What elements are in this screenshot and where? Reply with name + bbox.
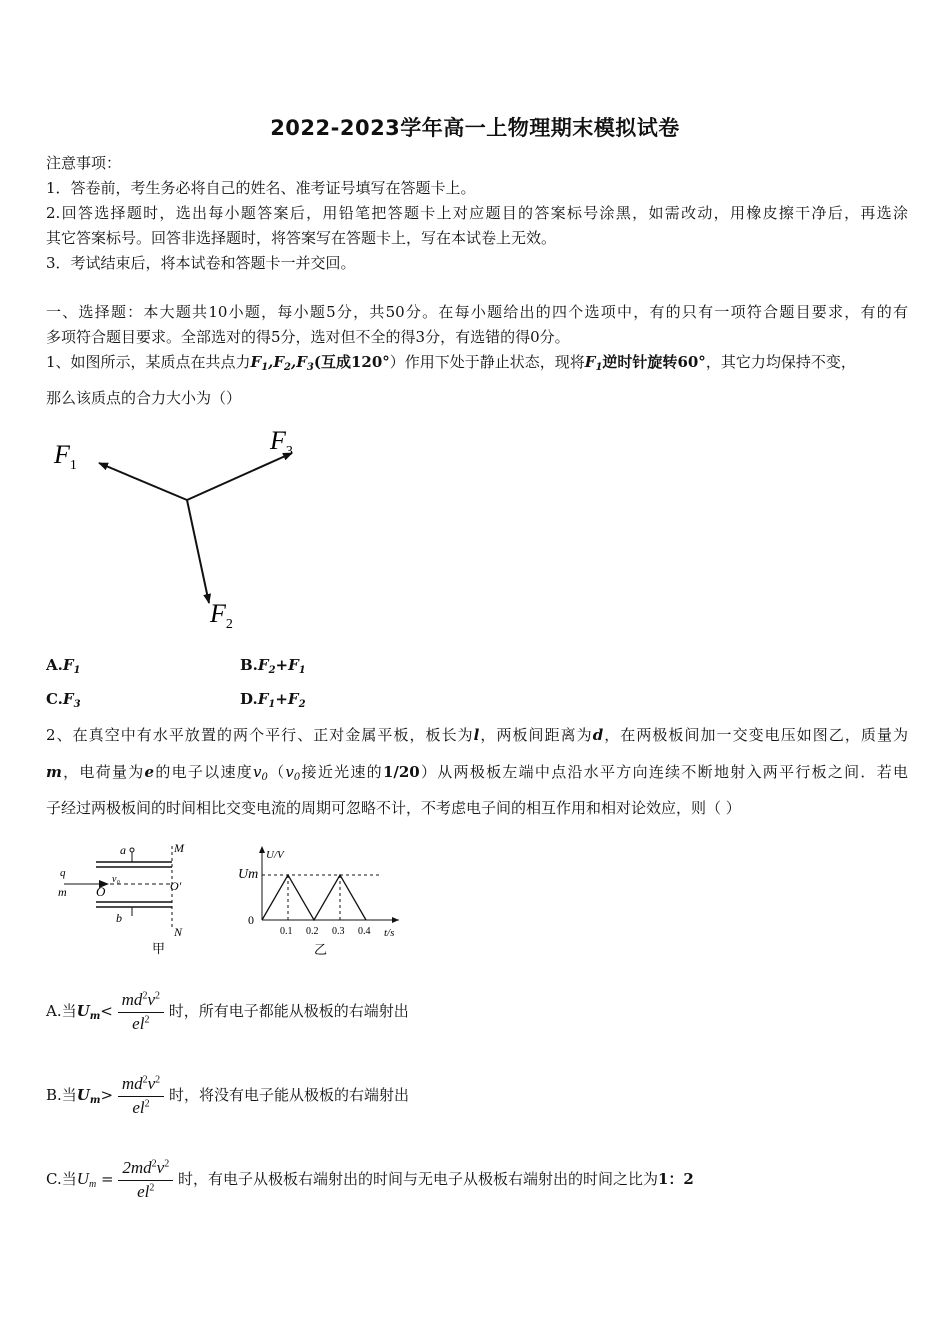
x-tick-label: 0.2 [306, 926, 319, 937]
q2-option-c-fraction: $\frac{2md^2v^2}{el^2}$ [118, 1158, 173, 1202]
x-axis-arrowhead [392, 917, 399, 923]
force-f1-arrow [99, 463, 187, 500]
point-o2-label: O' [170, 879, 182, 893]
notice-item-1: 1．答卷前，考生务必将自己的姓名、准考证号填写在答题卡上。 [46, 179, 476, 197]
charge-q-label: q [60, 867, 66, 879]
point-o-label: O [96, 884, 106, 899]
q1-text-e: ，其它力均保持不变， [705, 353, 856, 371]
q1-stem-line-2: 那么该质点的合力大小为（） [46, 389, 242, 407]
voltage-series-line [262, 875, 366, 920]
q2-stem-line-2: m，电荷量为e的电子以速度$v_0(v_0$接近光速的1/20）从两极板左端中点沿水平方向连续不断地射入两平行板之间．若电 [46, 763, 908, 783]
q1-option-c[interactable]: $C.F_3$ [46, 690, 81, 710]
q2-option-a-fraction: $\frac{md^2v^2}{el^2}$ [118, 990, 164, 1034]
x-tick-label: 0.1 [280, 926, 293, 937]
q1-option-a[interactable]: $A.F_1$ [46, 656, 81, 676]
velocity-label: v₀ [112, 874, 120, 885]
force-diagram [40, 415, 293, 635]
q1-text-a: 1、如图所示，某质点在共点力 [46, 353, 251, 371]
page-title: 2022-2023学年高一上物理期末模拟试卷 [270, 116, 680, 140]
y-tick-zero: 0 [248, 913, 254, 927]
figure-jia-caption: 甲 [152, 941, 166, 956]
q1-text-b: (互成 [313, 353, 351, 371]
x-tick-label: 0.3 [332, 926, 345, 937]
figure-yi-caption: 乙 [314, 942, 328, 957]
q2-option-b-fraction: $\frac{md^2v^2}{el^2}$ [118, 1074, 164, 1118]
x-tick-label: 0.4 [358, 926, 371, 937]
mass-m-label: m [58, 885, 67, 899]
q1-option-b[interactable]: $B.F_2+F_1$ [240, 656, 306, 676]
figure-yi-voltage-chart [234, 840, 404, 960]
figure-jia-plates [52, 838, 202, 958]
q2-option-c[interactable]: C.当$U_m$ = $\frac{2md^2v^2}{el^2}$ 时，有电子从极板右端射出的时间与无电子从极板右端射出的时间之比为1：2 [46, 1158, 694, 1201]
q2-option-b[interactable]: B.当$U_m>$ $\frac{md^2v^2}{el^2}$ 时，将没有电子能从极板的右端射出 [46, 1074, 409, 1117]
q1-angle1: 120° [350, 353, 390, 371]
y-tick-um: Um [238, 867, 259, 882]
y-axis-arrowhead [259, 846, 265, 853]
q1-text-d: 逆时针旋转 [602, 353, 678, 371]
point-m-label: M [174, 841, 184, 855]
notice-item-2: 2.回答选择题时，选出每小题答案后，用铅笔把答题卡上对应题目的答案标号涂黑，如需改动，用橡皮擦干净后，再选涂 [46, 204, 908, 222]
y-axis-label: U/V [266, 849, 284, 861]
force-f1-label: $F_1$ [54, 440, 77, 473]
force-f3-label: $F_3$ [270, 426, 293, 459]
q1-option-d[interactable]: $D.F_1+F_2$ [240, 690, 306, 710]
q2-option-a[interactable]: A.当$U_m<$ $\frac{md^2v^2}{el^2}$ 时，所有电子都能从极板的右端射出 [46, 990, 409, 1033]
force-f3-arrow [187, 453, 292, 500]
plate-a-label: a [120, 843, 126, 857]
point-n-label: N [174, 925, 183, 939]
section-intro-line-2: 多项符合题目要求。全部选对的得5分，选对但不全的得3分，有选错的得0分。 [46, 328, 570, 346]
force-f2-label: $F_2$ [210, 599, 233, 632]
plate-b-label: b [116, 911, 122, 925]
q1-angle2: 60° [677, 353, 706, 371]
q2-stem-line-3: 子经过两极板间的时间相比交变电流的周期可忽略不计，不考虑电子间的相互作用和相对论效应，则（ ） [46, 799, 741, 817]
q1-text-c: ）作用下处于静止状态，现将 [389, 353, 585, 371]
notice-item-3: 3．考试结束后，将本试卷和答题卡一并交回。 [46, 254, 356, 272]
q1-stem-line-1 [46, 351, 908, 373]
x-axis-label: t/s [384, 927, 395, 939]
notice-item-2-cont: 其它答案标号。回答非选择题时，将答案写在答题卡上，写在本试卷上无效。 [46, 229, 557, 247]
notice-heading: 注意事项： [46, 154, 122, 172]
q1-forces: $F_1,F_2,F_3$ [250, 353, 314, 373]
section-intro-line-1: 一、选择题：本大题共10小题，每小题5分，共50分。在每小题给出的四个选项中，有的只有一项符合题目要求，有的有 [46, 303, 908, 321]
q1-f1: $F_1$ [584, 353, 603, 373]
force-f2-arrow [187, 500, 209, 603]
q2-stem-line-1: 2、在真空中有水平放置的两个平行、正对金属平板，板长为l，两板间距离为d，在两极板间加一交变电压如图乙，质量为 [46, 726, 908, 744]
